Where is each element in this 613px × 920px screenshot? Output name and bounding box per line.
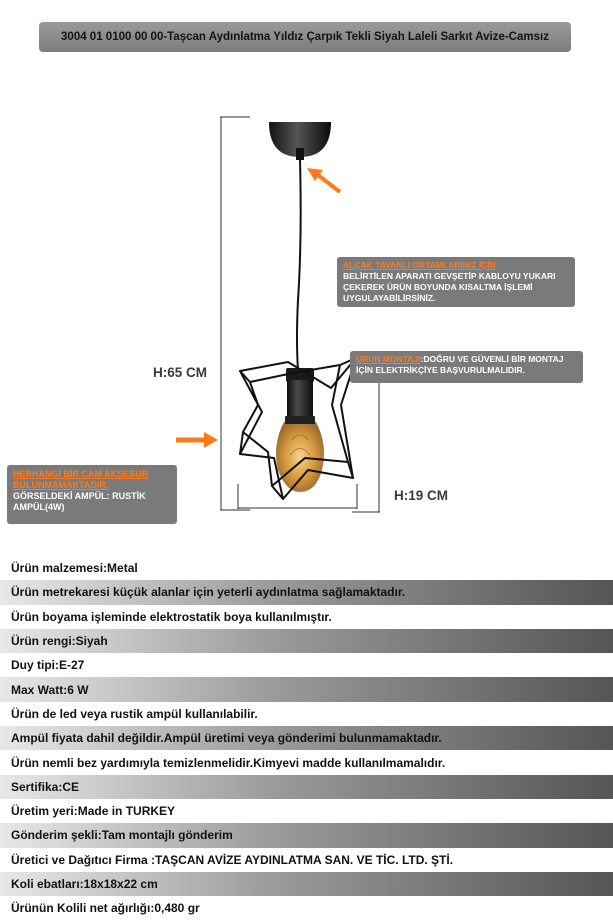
spec-row: Ampül fiyata dahil değildir.Ampül üretimi veya gönderimi bulunmamaktadır. (0, 726, 613, 750)
spec-row: Sertifika:CE (0, 775, 613, 799)
rustic-bulb (276, 422, 324, 492)
spec-row: Duy tipi:E-27 (0, 653, 613, 677)
spec-row: Ürün rengi:Siyah (0, 629, 613, 653)
spec-row: Koli ebatları:18x18x22 cm (0, 872, 613, 896)
callout-mounting-heading: ÜRÜN MONTAJI (356, 354, 421, 364)
callout-low-ceiling-body: BELİRTİLEN APARATI GEVŞETİP KABLOYU YUKARI ÇEKEREK ÜRÜN BOYUNDA KISALTMA İŞLEMİ UYGULAYABİLİRSİNİZ. (343, 271, 556, 303)
product-diagram (0, 60, 613, 550)
spec-row: Ürün metrekaresi küçük alanlar için yeterli aydınlatma sağlamaktadır. (0, 580, 613, 604)
callout-mounting-body: :DOĞRU VE GÜVENLİ BİR MONTAJ İÇİN ELEKTRİKÇİYE BAŞVURULMALIDIR. (356, 354, 564, 375)
spec-row: Ürün malzemesi:Metal (0, 556, 613, 580)
callout-mounting (350, 351, 583, 383)
spec-row: Gönderim şekli:Tam montajlı gönderim (0, 823, 613, 847)
callout-accessory (7, 465, 177, 524)
callout-accessory-body: GÖRSELDEKİ AMPÜL: RUSTİK AMPÜL(4W) (13, 491, 146, 512)
callout-low-ceiling (337, 257, 575, 307)
spec-row: Ürün nemli bez yardımıyla temizlenmelidir.Kimyevi madde kullanılmamalıdır. (0, 750, 613, 774)
power-cable (297, 160, 301, 370)
ceiling-canopy (269, 122, 331, 160)
product-title: 3004 01 0100 00 00-Taşcan Aydınlatma Yıldız Çarpık Tekli Siyah Laleli Sarkıt Avize-Camsız (39, 22, 571, 52)
dimension-total-height: H:65 CM (153, 365, 208, 380)
callout-low-ceiling-heading: ALÇAK TAVANLI ORTAMLARINIZ İÇİN (343, 260, 496, 270)
callout-accessory-heading: HERHANGİ BİR CAM AKSESUR BULUNMAMAKTADIR. (13, 469, 149, 490)
spec-row: Max Watt:6 W (0, 677, 613, 701)
arrow-to-canopy (307, 168, 340, 192)
spec-list (0, 556, 613, 920)
spec-row: Ürün boyama işleminde elektrostatik boya kullanılmıştır. (0, 605, 613, 629)
arrow-to-cage (176, 432, 218, 448)
height-bracket-total (220, 117, 250, 510)
spec-row: Üretici ve Dağıtıcı Firma :TAŞCAN AVİZE AYDINLATMA SAN. VE TİC. LTD. ŞTİ. (0, 848, 613, 872)
spec-row: Ürün de led veya rustik ampül kullanılabilir. (0, 702, 613, 726)
spec-row: Üretim yeri:Made in TURKEY (0, 799, 613, 823)
spec-row: Ürünün Kolili net ağırlığı:0,480 gr (0, 896, 613, 920)
dimension-cage-height: H:19 CM (394, 488, 449, 503)
